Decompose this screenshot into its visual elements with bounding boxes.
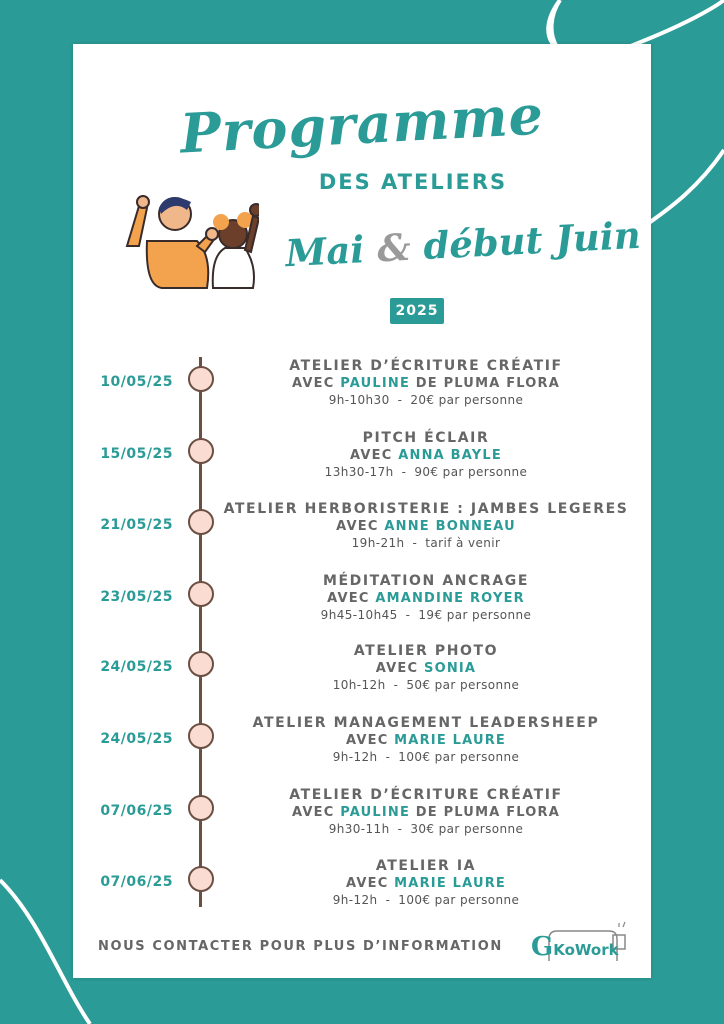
event-time: 9h30-11h — [328, 822, 390, 836]
event-item — [73, 643, 651, 703]
contact-text: NOUS CONTACTER POUR PLUS D’INFORMATION — [98, 939, 503, 954]
with-prefix: AVEC — [345, 733, 389, 748]
timeline-dot — [188, 581, 214, 607]
event-title: PITCH ÉCLAIR — [362, 430, 490, 446]
event-host: SONIA — [424, 661, 477, 676]
event-host: AMANDINE ROYER — [375, 591, 525, 606]
event-info — [223, 607, 629, 624]
event-time: 9h-10h30 — [328, 393, 390, 407]
event-title: ATELIER D’ÉCRITURE CRÉATIF — [289, 787, 563, 803]
event-info — [223, 392, 629, 409]
event-item — [73, 501, 651, 561]
event-host: MARIE LAURE — [394, 876, 507, 891]
program-card — [73, 44, 651, 978]
event-item — [73, 358, 651, 418]
event-time: 9h-12h — [332, 893, 378, 907]
event-host-line — [223, 590, 629, 607]
separator: - — [397, 822, 403, 836]
program-title: Programme — [178, 82, 546, 166]
logo-letter: G — [531, 932, 554, 962]
event-info — [223, 464, 629, 481]
timeline-dot — [188, 723, 214, 749]
event-info — [223, 821, 629, 838]
event-details — [223, 358, 629, 409]
event-item — [73, 858, 651, 918]
event-host: PAULINE — [340, 376, 411, 391]
event-title: ATELIER IA — [375, 858, 477, 874]
event-price: 100€ par personne — [398, 750, 520, 764]
with-prefix: AVEC — [345, 876, 389, 891]
separator: - — [397, 393, 403, 407]
event-price: 19€ par personne — [418, 608, 532, 622]
event-price: 20€ par personne — [410, 393, 524, 407]
separator: - — [385, 893, 391, 907]
event-item — [73, 787, 651, 847]
event-price: 90€ par personne — [414, 465, 528, 479]
separator: - — [405, 608, 411, 622]
event-price: 50€ par personne — [406, 678, 520, 692]
host-suffix: DE PLUMA FLORA — [415, 805, 561, 820]
event-details — [223, 573, 629, 624]
event-item — [73, 715, 651, 775]
logo-text — [531, 932, 619, 962]
event-date: 07/06/25 — [100, 803, 173, 819]
with-prefix: AVEC — [327, 591, 370, 606]
event-host: ANNA BAYLE — [398, 448, 502, 463]
event-host-line — [223, 375, 629, 392]
event-details — [223, 430, 629, 481]
event-time: 9h45-10h45 — [320, 608, 398, 622]
with-prefix: AVEC — [291, 376, 335, 391]
period-ampersand: & — [375, 224, 412, 271]
event-details — [223, 858, 629, 909]
people-cheering-illustration — [117, 186, 259, 296]
event-date: 24/05/25 — [100, 731, 173, 747]
event-title: ATELIER HERBORISTERIE : JAMBES LEGERES — [223, 501, 629, 517]
event-item — [73, 573, 651, 633]
event-date: 23/05/25 — [100, 589, 173, 605]
event-host-line — [223, 660, 629, 677]
year-badge: 2025 — [390, 298, 444, 324]
event-title: MÉDITATION ANCRAGE — [322, 573, 530, 589]
with-prefix: AVEC — [375, 661, 419, 676]
event-date: 10/05/25 — [100, 374, 173, 390]
event-info — [223, 677, 629, 694]
event-date: 07/06/25 — [100, 874, 173, 890]
event-host-line — [223, 732, 629, 749]
event-info — [223, 535, 629, 552]
event-time: 13h30-17h — [324, 465, 394, 479]
event-host: MARIE LAURE — [394, 733, 507, 748]
event-price: 30€ par personne — [410, 822, 524, 836]
event-time: 9h-12h — [332, 750, 378, 764]
event-host-line — [223, 804, 629, 821]
timeline-dot — [188, 509, 214, 535]
event-title: ATELIER PHOTO — [353, 643, 499, 659]
event-price: tarif à venir — [425, 536, 501, 550]
event-date: 24/05/25 — [100, 659, 173, 675]
event-date: 15/05/25 — [100, 446, 173, 462]
event-time: 19h-21h — [351, 536, 405, 550]
separator: - — [412, 536, 418, 550]
program-period — [277, 212, 649, 275]
event-details — [223, 643, 629, 694]
timeline-dot — [188, 651, 214, 677]
event-item — [73, 430, 651, 490]
logo-name: KoWork — [553, 941, 619, 959]
event-host-line — [223, 875, 629, 892]
separator: - — [393, 678, 399, 692]
timeline-dot — [188, 366, 214, 392]
event-date: 21/05/25 — [100, 517, 173, 533]
with-prefix: AVEC — [336, 519, 379, 534]
separator: - — [385, 750, 391, 764]
event-info — [223, 892, 629, 909]
timeline-dot — [188, 438, 214, 464]
event-title: ATELIER D’ÉCRITURE CRÉATIF — [289, 358, 563, 374]
timeline-dot — [188, 866, 214, 892]
period-month: Mai — [284, 227, 366, 276]
with-prefix: AVEC — [350, 448, 393, 463]
event-time: 10h-12h — [332, 678, 386, 692]
period-end: début Juin — [422, 212, 642, 269]
event-host-line — [223, 447, 629, 464]
event-title: ATELIER MANAGEMENT LEADERSHEEP — [252, 715, 600, 731]
event-host: PAULINE — [340, 805, 411, 820]
event-details — [223, 715, 629, 766]
event-host-line — [223, 518, 629, 535]
program-subtitle: DES ATELIERS — [318, 170, 508, 194]
event-details — [223, 787, 629, 838]
event-price: 100€ par personne — [398, 893, 520, 907]
with-prefix: AVEC — [291, 805, 335, 820]
separator: - — [401, 465, 407, 479]
host-suffix: DE PLUMA FLORA — [415, 376, 561, 391]
event-info — [223, 749, 629, 766]
timeline-dot — [188, 795, 214, 821]
event-host: ANNE BONNEAU — [384, 519, 516, 534]
event-details — [223, 501, 629, 552]
